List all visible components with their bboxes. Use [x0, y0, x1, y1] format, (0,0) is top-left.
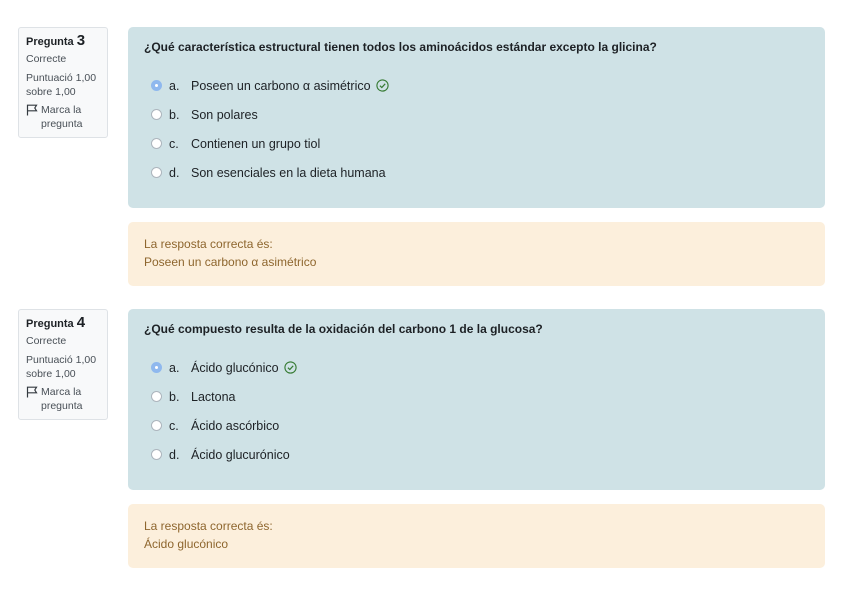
answer-letter: d. — [169, 447, 180, 462]
question-info — [18, 27, 108, 138]
feedback-label: La resposta correcta és: — [144, 519, 273, 533]
answer-letter: a. — [169, 360, 180, 375]
answer-letter: b. — [169, 107, 180, 122]
correct-answer-feedback — [128, 222, 825, 286]
answer-option-d[interactable] — [144, 440, 809, 469]
flag-question-label: Marca la pregunta — [41, 104, 83, 130]
answer-text: Ácido glucurónico — [191, 447, 290, 462]
flag-icon — [26, 104, 38, 116]
answer-radio-a[interactable] — [151, 80, 162, 91]
answer-text: Poseen un carbono α asimétrico — [191, 78, 371, 93]
answer-letter: a. — [169, 78, 180, 93]
question-formulation — [128, 27, 825, 208]
question-grade: Puntuació 1,00 sobre 1,00 — [26, 354, 97, 380]
question-state: Correcte — [26, 53, 67, 65]
answer-option-c[interactable] — [144, 129, 809, 158]
check-circle-icon — [376, 79, 389, 92]
answer-radio-b[interactable] — [151, 109, 162, 120]
answer-letter: c. — [169, 136, 179, 151]
answer-list — [144, 353, 809, 469]
answer-radio-c[interactable] — [151, 138, 162, 149]
answer-text: Ácido glucónico — [191, 360, 279, 375]
answer-radio-c[interactable] — [151, 420, 162, 431]
answer-text: Contienen un grupo tiol — [191, 136, 321, 151]
answer-radio-a[interactable] — [151, 362, 162, 373]
flag-icon — [26, 386, 38, 398]
question-label: Pregunta — [26, 36, 74, 48]
answer-text: Son esenciales en la dieta humana — [191, 165, 386, 180]
flag-question-link[interactable] — [26, 103, 101, 131]
question-formulation — [128, 309, 825, 490]
answer-option-d[interactable] — [144, 158, 809, 187]
answer-text: Ácido ascórbico — [191, 418, 280, 433]
answer-option-b[interactable] — [144, 100, 809, 129]
question-number-value: 3 — [76, 32, 86, 49]
question-grade: Puntuació 1,00 sobre 1,00 — [26, 72, 97, 98]
answer-radio-d[interactable] — [151, 449, 162, 460]
answer-list — [144, 71, 809, 187]
answer-letter: c. — [169, 418, 179, 433]
answer-letter: b. — [169, 389, 180, 404]
answer-radio-b[interactable] — [151, 391, 162, 402]
answer-letter: d. — [169, 165, 180, 180]
answer-radio-d[interactable] — [151, 167, 162, 178]
answer-option-a[interactable] — [144, 353, 809, 382]
question-text: ¿Qué compuesto resulta de la oxidación del carbono 1 de la glucosa? — [144, 322, 543, 336]
question-info — [18, 309, 108, 420]
question-text: ¿Qué característica estructural tienen todos los aminoácidos estándar excepto la glicina? — [144, 40, 657, 54]
feedback-label: La resposta correcta és: — [144, 237, 273, 251]
question-state: Correcte — [26, 335, 67, 347]
question-number — [26, 316, 101, 331]
answer-text: Lactona — [191, 389, 236, 404]
flag-question-label: Marca la pregunta — [41, 386, 83, 412]
answer-text: Son polares — [191, 107, 258, 122]
question-number-value: 4 — [76, 314, 86, 331]
flag-question-link[interactable] — [26, 385, 101, 413]
feedback-answer: Ácido glucónico — [144, 537, 229, 551]
question-number — [26, 34, 101, 49]
answer-option-a[interactable] — [144, 71, 809, 100]
feedback-answer: Poseen un carbono α asimétrico — [144, 255, 317, 269]
answer-option-c[interactable] — [144, 411, 809, 440]
check-circle-icon — [284, 361, 297, 374]
answer-option-b[interactable] — [144, 382, 809, 411]
question-label: Pregunta — [26, 318, 74, 330]
correct-answer-feedback — [128, 504, 825, 568]
